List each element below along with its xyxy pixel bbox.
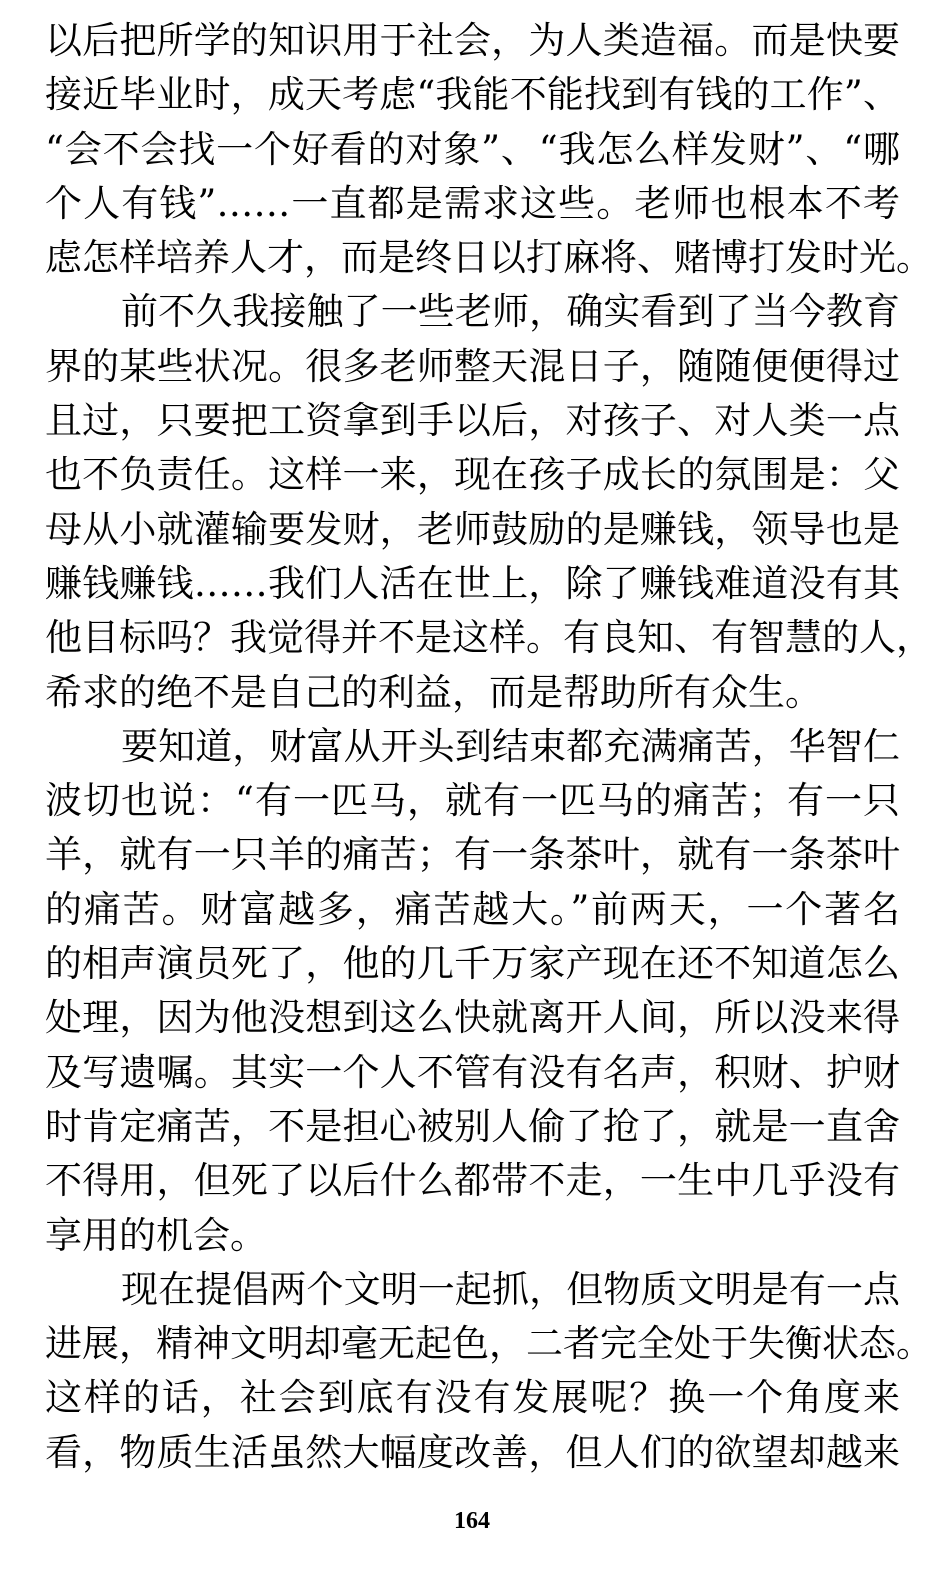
text-line: 要知道，财富从开头到结束都充满痛苦，华智仁: [121, 724, 900, 768]
text-line: 不得用，但死了以后什么都带不走，一生中几乎没有: [45, 1159, 900, 1203]
text-line: 看，物质生活虽然大幅度改善，但人们的欲望却越来: [45, 1430, 900, 1474]
text-line: 也不负责任。这样一来，现在孩子成长的氛围是：父: [45, 453, 900, 497]
body-text: [45, 14, 933, 1480]
text-line: 现在提倡两个文明一起抓，但物质文明是有一点: [121, 1267, 900, 1311]
text-line: 进展，精神文明却毫无起色，二者完全处于失衡状态。: [45, 1322, 933, 1366]
text-line: 波切也说：“有一匹马，就有一匹马的痛苦；有一只: [45, 779, 900, 823]
text-line: 接近毕业时，成天考虑“我能不能找到有钱的工作”、: [45, 73, 900, 117]
page-number: 164: [454, 1508, 490, 1534]
text-line: 虑怎样培养人才，而是终日以打麻将、赌博打发时光。: [45, 236, 933, 280]
text-line: 个人有钱”……一直都是需求这些。老师也根本不考: [45, 181, 900, 225]
text-line: 处理，因为他没想到这么快就离开人间，所以没来得: [45, 996, 900, 1040]
text-line: 以后把所学的知识用于社会，为人类造福。而是快要: [45, 19, 900, 62]
text-line: 前不久我接触了一些老师，确实看到了当今教育: [121, 290, 900, 334]
text-line: 他目标吗？我觉得并不是这样。有良知、有智慧的人，: [45, 616, 933, 660]
text-line: 母从小就灌输要发财，老师鼓励的是赚钱，领导也是: [45, 507, 900, 551]
text-line: 赚钱赚钱……我们人活在世上，除了赚钱难道没有其: [45, 561, 900, 605]
text-line: 羊，就有一只羊的痛苦；有一条茶叶，就有一条茶叶: [45, 833, 900, 877]
text-line: 这样的话，社会到底有没有发展呢？换一个角度来: [45, 1376, 900, 1420]
text-line: 希求的绝不是自己的利益，而是帮助所有众生。: [45, 670, 822, 714]
text-line: 界的某些状况。很多老师整天混日子，随随便便得过: [45, 344, 900, 388]
text-line: 的痛苦。财富越多，痛苦越大。”前两天，一个著名: [45, 887, 900, 931]
text-line: 及写遗嘱。其实一个人不管有没有名声，积财、护财: [45, 1050, 900, 1094]
text-line: 享用的机会。: [45, 1213, 267, 1257]
text-line: 且过，只要把工资拿到手以后，对孩子、对人类一点: [45, 399, 900, 443]
text-line: 时肯定痛苦，不是担心被别人偷了抢了，就是一直舍: [45, 1104, 900, 1148]
text-line: “会不会找一个好看的对象”、“我怎么样发财”、“哪: [45, 127, 900, 171]
text-line: 的相声演员死了，他的几千万家产现在还不知道怎么: [45, 942, 900, 986]
